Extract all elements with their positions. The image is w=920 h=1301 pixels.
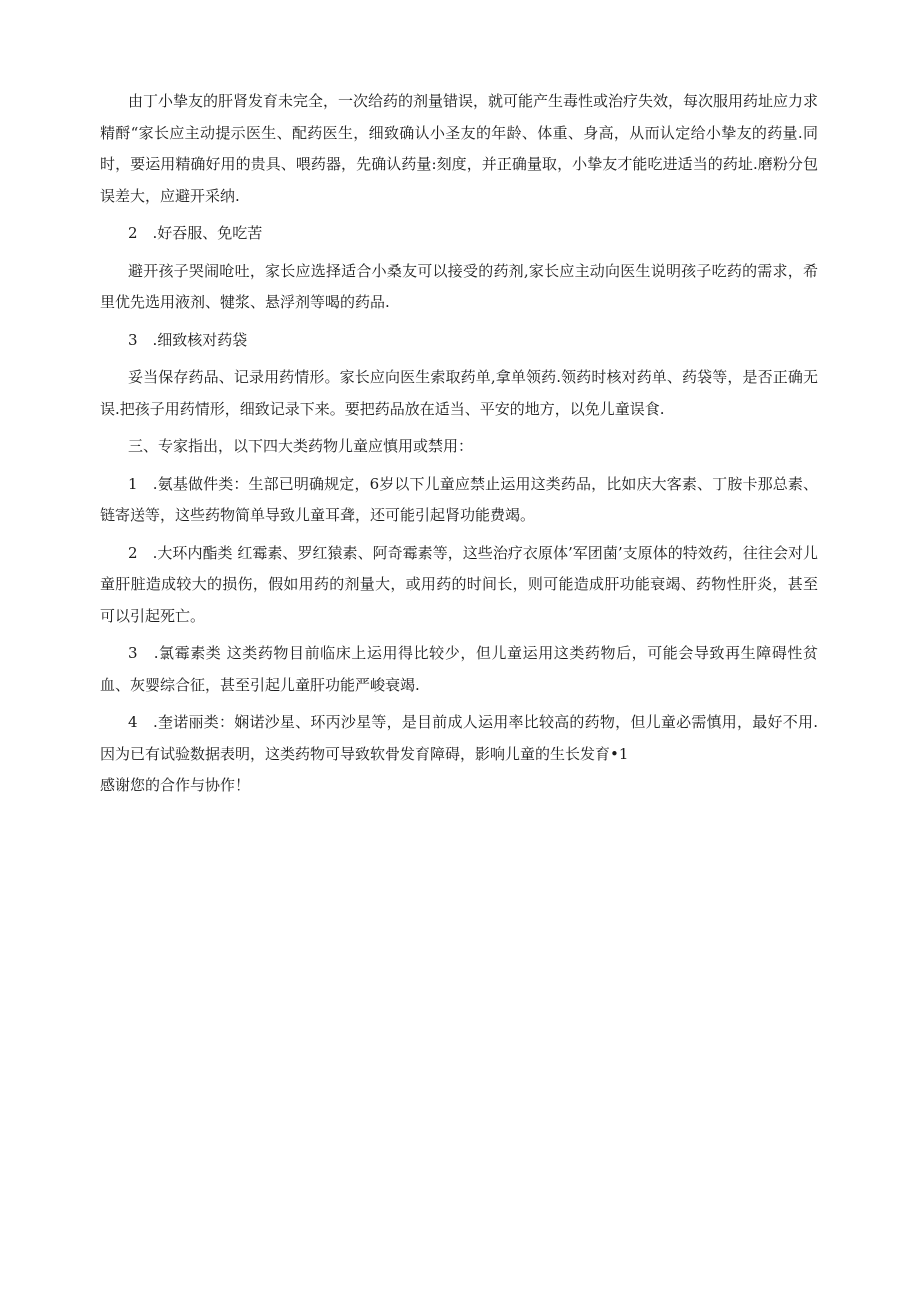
section-heading-expert: 三、专家指出，以下四大类药物儿童应慎用或禁用：	[128, 437, 474, 455]
closing-line: 感谢您的合作与协作！	[100, 776, 251, 794]
dosage-paragraph: 由丁小挚友的肝肾发育未完全，一次给药的剂量错误，就可能产生毒性或治疗失效，每次服用药址应力求精酹“家长应主动提示医生、配药医生，细致确认小圣友的年龄、体重、身高，从而认定给小挚友的药量.同时，要运用精确好用的贵具、喂药器，先确认药量:刻度，并正确量取，小挚友才能吃进适当的药址.磨粉分包误差大，应避开采纳.	[100, 92, 819, 205]
drug-item-quinolone: 4 .奎诺丽类：娴诺沙星、环丙沙星等，是目前成人运用率比较高的药物，但儿童必需慎用，最好不用.因为已有试验数据表明，这类药物可导致软骨发育障碍，影响儿童的生长发育•1	[100, 713, 818, 763]
section-heading-check-bag: 3 .细致核对药袋	[128, 330, 248, 349]
drug-item-aminoglycoside: 1 .氨基做件类：生部已明确规定，6岁以下儿童应禁止运用这类药品，比如庆大客素、丁胺卡那总素、链寄送等，这些药物简单导致儿童耳聋，还可能引起肾功能费竭。	[100, 474, 818, 524]
drug-item-chloramphenicol: 3 .氯霉素类 这类药物目前临床上运用得比较少，但儿童运用这类药物后，可能会导致再生障碍性贫血、灰婴综合征，甚至引起儿童肝功能严峻衰竭.	[100, 644, 818, 694]
document-page	[100, 86, 818, 802]
drug-item-macrolide: 2 .大环内酯类 红霉素、罗红猿素、阿奇霉素等，这些治疗衣原体’军团菌’支原体的特效药，往往会对儿童肝脏造成较大的损伤，假如用药的剂量大，或用药的时间长，则可能造成肝功能衰竭、药物性肝炎，甚至可以引起死亡。	[100, 543, 818, 625]
check-bag-paragraph: 妥当保存药品、记录用药情形。家长应向医生索取药单,拿单领药.领药时核对药单、药袋等，是否正确无误.把孩子用药情形，细致记录下来。要把药品放在适当、平安的地方，以免儿童误食.	[100, 368, 818, 418]
easy-swallow-paragraph: 避开孩子哭闹呛吐，家长应选择适合小桑友可以接受的药剂,家长应主动向医生说明孩子吃药的需求，希里优先选用液剂、犍浆、悬浮剂等喝的药品.	[100, 261, 818, 311]
section-heading-easy-swallow: 2 .好吞服、免吃苦	[128, 224, 263, 242]
